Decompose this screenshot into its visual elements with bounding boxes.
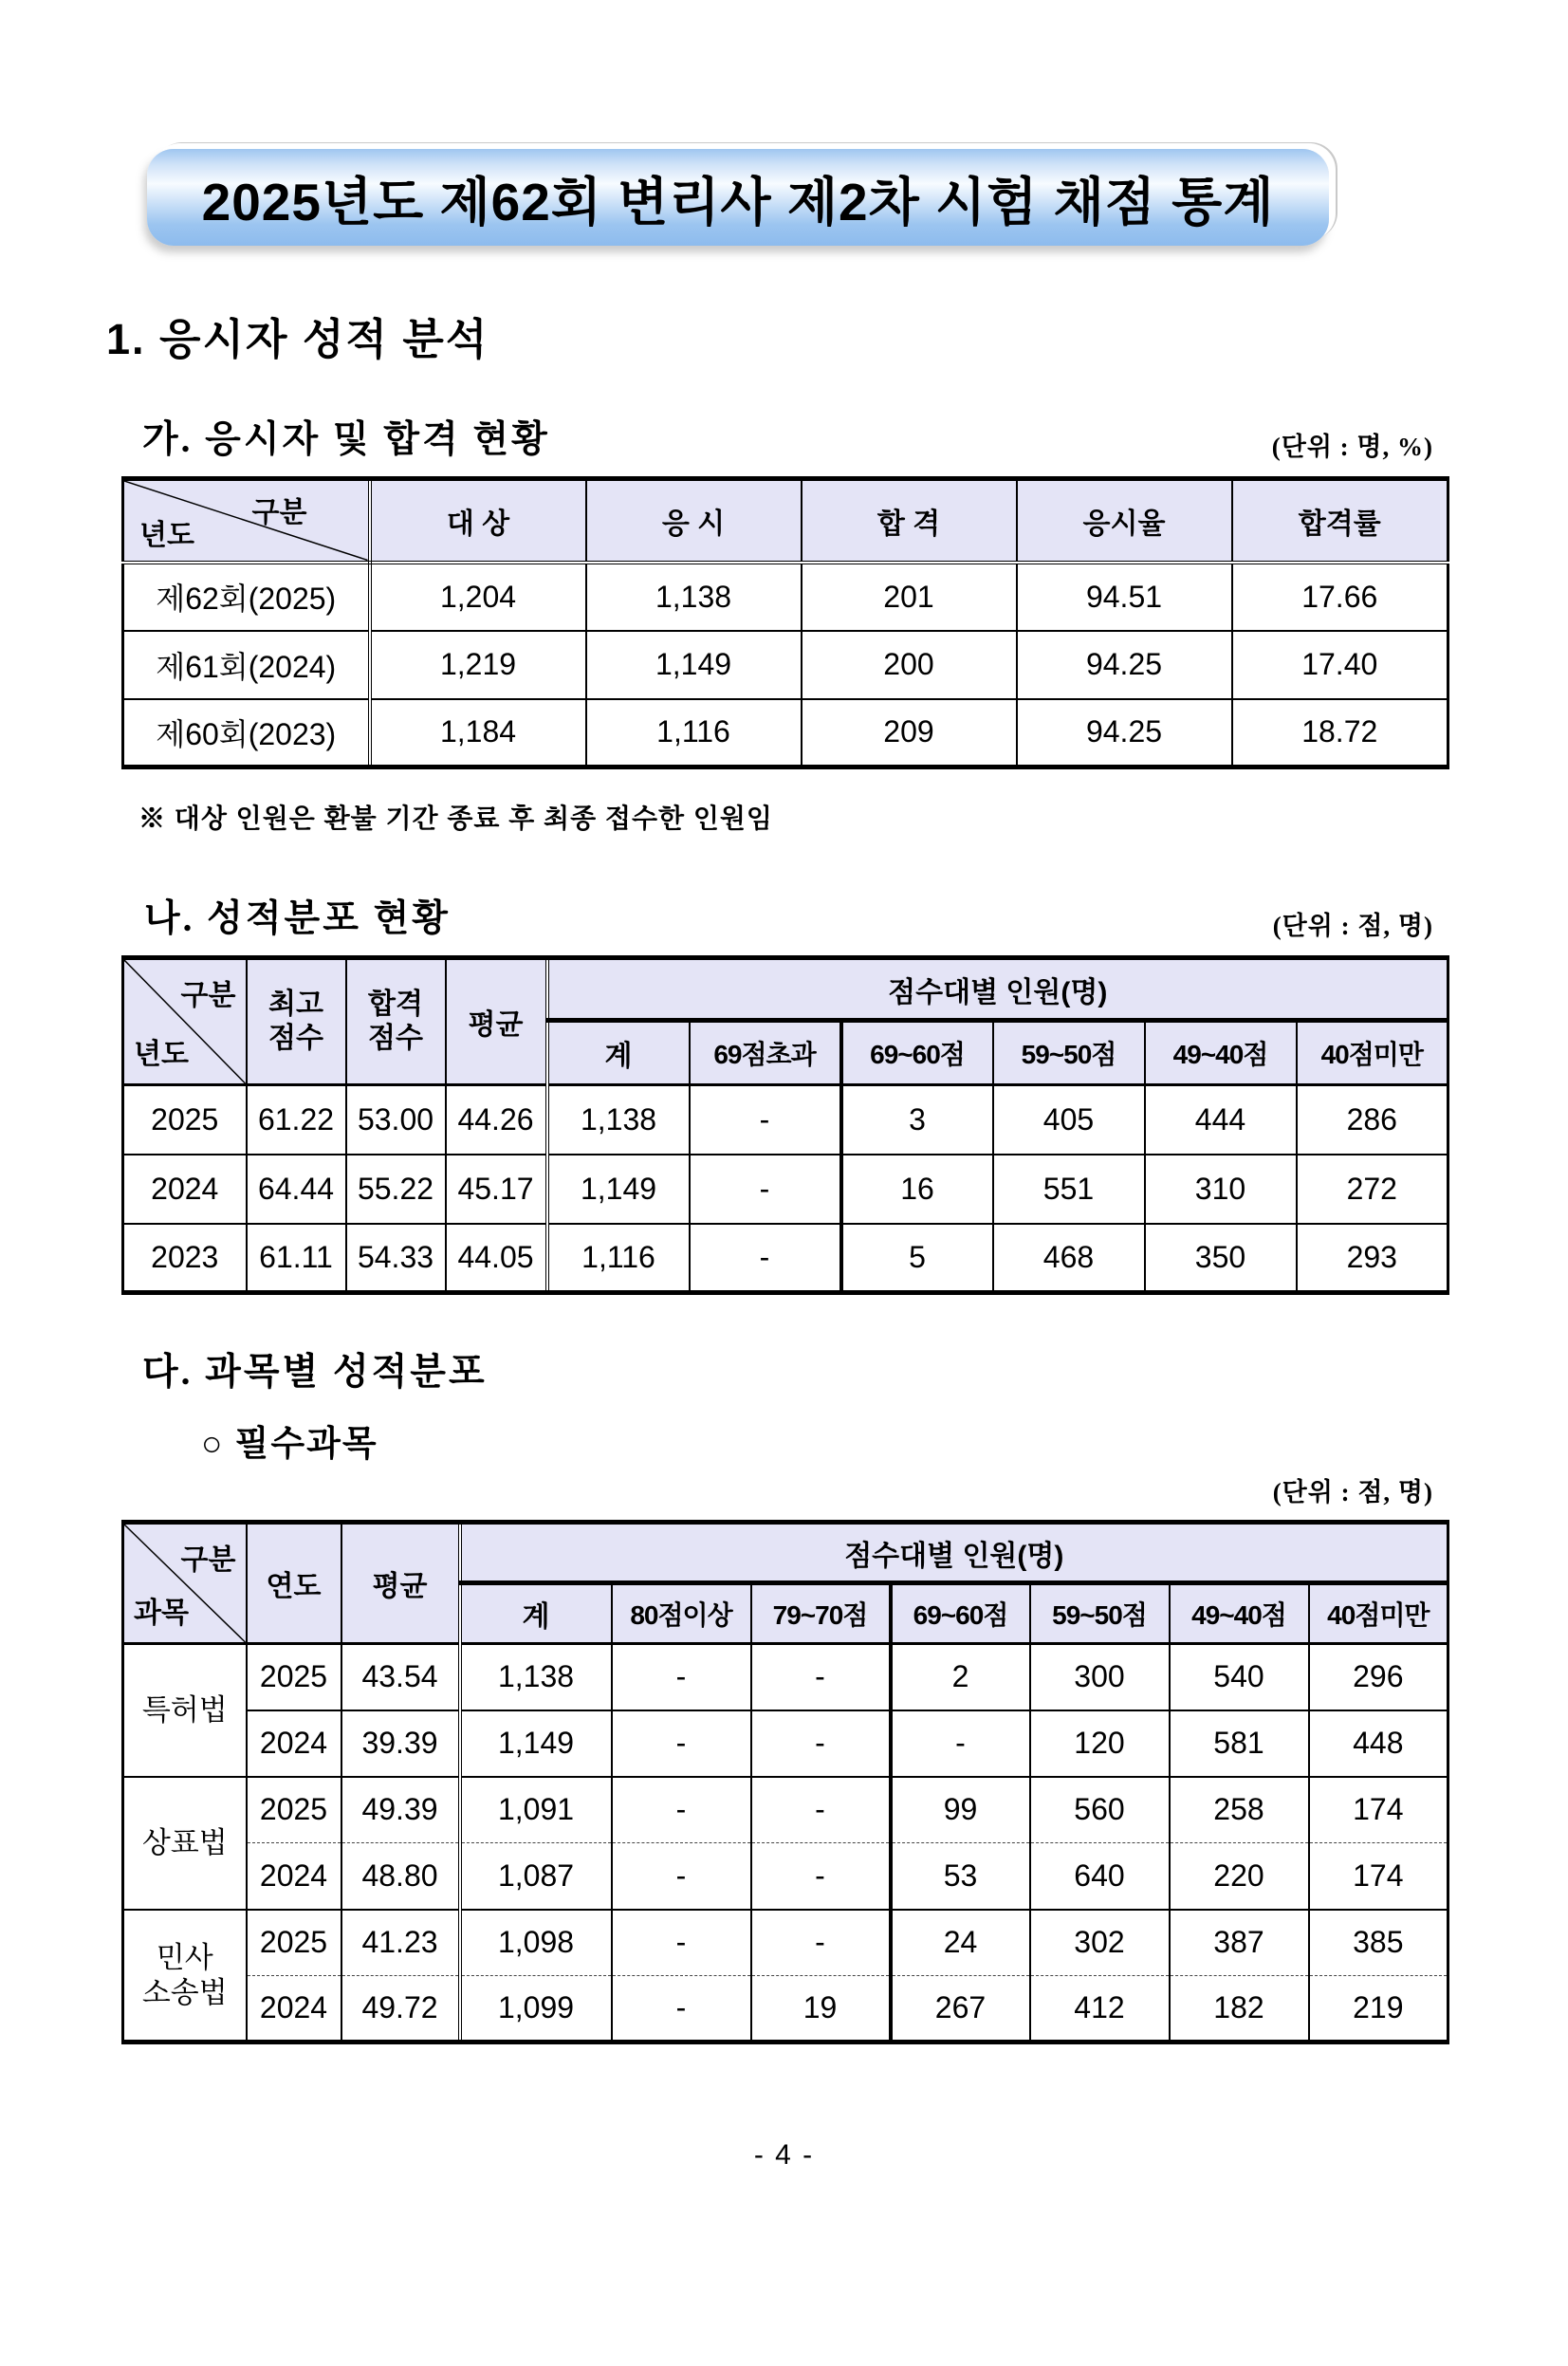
corner-cell [123, 479, 370, 563]
value-cell: 1,138 [547, 1085, 690, 1155]
table-row [123, 1155, 1448, 1224]
value-cell: 94.25 [1017, 699, 1232, 767]
value-cell: 448 [1309, 1710, 1448, 1777]
value-cell: 540 [1170, 1644, 1309, 1710]
value-cell: 19 [751, 1976, 891, 2043]
table-row [123, 699, 1448, 767]
value-cell: 174 [1309, 1843, 1448, 1910]
value-cell: 296 [1309, 1644, 1448, 1710]
value-cell: - [751, 1710, 891, 1777]
value-cell: 1,098 [460, 1910, 612, 1976]
avg-cell: 49.39 [341, 1777, 460, 1843]
col-header-passed: 합 격 [802, 479, 1017, 563]
value-cell: 1,149 [547, 1155, 690, 1224]
value-cell: 61.22 [247, 1085, 346, 1155]
page-title: 2025년도 제62회 변리사 제2차 시험 채점 통계 [201, 172, 1275, 231]
col-header-max-score: 최고 점수 [247, 958, 346, 1085]
subject-cell: 상표법 [123, 1777, 247, 1910]
value-cell: 444 [1145, 1085, 1297, 1155]
table-score-distribution [121, 955, 1449, 1295]
group-header-score-bands: 점수대별 인원(명) [460, 1523, 1448, 1583]
value-cell: 405 [993, 1085, 1145, 1155]
value-cell: - [751, 1777, 891, 1843]
subject-cell: 민사 소송법 [123, 1910, 247, 2043]
value-cell: 174 [1309, 1777, 1448, 1843]
value-cell: 258 [1170, 1777, 1309, 1843]
value-cell: 272 [1297, 1155, 1448, 1224]
value-cell: 350 [1145, 1224, 1297, 1293]
unit-label-da: (단위 : 점, 명) [1272, 1478, 1433, 1506]
value-cell: 1,138 [586, 563, 802, 631]
sub-col-header: 49~40점 [1145, 1021, 1297, 1085]
section-na-row [121, 889, 1447, 942]
value-cell: 18.72 [1232, 699, 1448, 767]
value-cell: 219 [1309, 1976, 1448, 2043]
value-cell: 64.44 [247, 1155, 346, 1224]
sub-col-header-total: 계 [460, 1583, 612, 1644]
col-header-pass-rate: 합격률 [1232, 479, 1448, 563]
value-cell: 1,184 [370, 699, 586, 767]
table-row [123, 563, 1448, 631]
group-header-score-bands: 점수대별 인원(명) [547, 958, 1448, 1021]
col-header-taken: 응 시 [586, 479, 802, 563]
title-banner [147, 149, 1329, 246]
value-cell: 55.22 [346, 1155, 446, 1224]
value-cell: 16 [841, 1155, 993, 1224]
value-cell: 385 [1309, 1910, 1448, 1976]
value-cell: 2 [891, 1644, 1030, 1710]
value-cell: - [751, 1644, 891, 1710]
corner-label-gubun: 구분 [251, 497, 307, 528]
table-row [123, 1710, 1448, 1777]
subject-cell: 특허법 [123, 1644, 247, 1777]
corner-label-year: 년도 [139, 519, 194, 551]
year-cell: 2025 [123, 1085, 247, 1155]
year-cell: 2024 [123, 1155, 247, 1224]
unit-row-da [0, 1471, 1447, 1508]
value-cell: 581 [1170, 1710, 1309, 1777]
sub-col-header: 59~50점 [1030, 1583, 1170, 1644]
table-subject-distribution [121, 1520, 1449, 2044]
value-cell: 24 [891, 1910, 1030, 1976]
value-cell: - [751, 1910, 891, 1976]
value-cell: 1,138 [460, 1644, 612, 1710]
avg-cell: 49.72 [341, 1976, 460, 2043]
value-cell: - [891, 1710, 1030, 1777]
value-cell: 120 [1030, 1710, 1170, 1777]
value-cell: 551 [993, 1155, 1145, 1224]
year-cell: 2024 [247, 1976, 341, 2043]
avg-cell: 43.54 [341, 1644, 460, 1710]
col-header-pass-score: 합격 점수 [346, 958, 446, 1085]
row-label: 제62회(2025) [123, 563, 370, 631]
avg-cell: 39.39 [341, 1710, 460, 1777]
value-cell: 1,149 [586, 631, 802, 699]
corner-label-year: 년도 [134, 1039, 189, 1070]
year-cell: 2025 [247, 1644, 341, 1710]
value-cell: 182 [1170, 1976, 1309, 2043]
value-cell: 94.25 [1017, 631, 1232, 699]
value-cell: - [612, 1710, 751, 1777]
corner-cell [123, 1523, 247, 1644]
value-cell: 17.40 [1232, 631, 1448, 699]
value-cell: 1,091 [460, 1777, 612, 1843]
section-na-heading: 나. 성적분포 현황 [144, 898, 451, 939]
col-header-average: 평균 [341, 1523, 460, 1644]
col-header-average: 평균 [446, 958, 547, 1085]
table-row [123, 631, 1448, 699]
value-cell: - [612, 1910, 751, 1976]
value-cell: 17.66 [1232, 563, 1448, 631]
value-cell: 1,099 [460, 1976, 612, 2043]
value-cell: 61.11 [247, 1224, 346, 1293]
value-cell: 201 [802, 563, 1017, 631]
corner-label-gubun: 구분 [180, 980, 236, 1011]
value-cell: 1,149 [460, 1710, 612, 1777]
value-cell: 209 [802, 699, 1017, 767]
value-cell: 412 [1030, 1976, 1170, 2043]
page-number: - 4 - [753, 2139, 815, 2171]
value-cell: 54.33 [346, 1224, 446, 1293]
table-row [123, 1085, 1448, 1155]
value-cell: 387 [1170, 1910, 1309, 1976]
value-cell: 267 [891, 1976, 1030, 2043]
corner-label-gubun: 구분 [180, 1544, 236, 1576]
row-label: 제61회(2024) [123, 631, 370, 699]
section-1-heading: 1. 응시자 성적 분석 [106, 315, 489, 363]
value-cell: - [612, 1843, 751, 1910]
section-da-heading: 다. 과목별 성적분포 [142, 1352, 488, 1393]
sub-col-header: 49~40점 [1170, 1583, 1309, 1644]
value-cell: - [751, 1843, 891, 1910]
table-applicants-pass [121, 476, 1449, 769]
value-cell: 1,204 [370, 563, 586, 631]
value-cell: 1,116 [547, 1224, 690, 1293]
table-row [123, 1976, 1448, 2043]
corner-label-subject: 과목 [134, 1598, 189, 1629]
sub-col-header: 40점미만 [1309, 1583, 1448, 1644]
value-cell: 200 [802, 631, 1017, 699]
table-row [123, 1224, 1448, 1293]
value-cell: 640 [1030, 1843, 1170, 1910]
value-cell: 286 [1297, 1085, 1448, 1155]
sub-col-header: 69~60점 [841, 1021, 993, 1085]
table-row [123, 1910, 1448, 1976]
section-ga-row [121, 410, 1447, 463]
value-cell: 45.17 [446, 1155, 547, 1224]
value-cell: - [612, 1976, 751, 2043]
value-cell: 1,116 [586, 699, 802, 767]
avg-cell: 41.23 [341, 1910, 460, 1976]
col-header-target: 대 상 [370, 479, 586, 563]
section-ga-heading: 가. 응시자 및 합격 현황 [142, 419, 550, 460]
value-cell: 293 [1297, 1224, 1448, 1293]
value-cell: 300 [1030, 1644, 1170, 1710]
value-cell: 99 [891, 1777, 1030, 1843]
value-cell: - [612, 1777, 751, 1843]
table-row [123, 1644, 1448, 1710]
sub-col-header: 40점미만 [1297, 1021, 1448, 1085]
value-cell: - [690, 1224, 841, 1293]
value-cell: 302 [1030, 1910, 1170, 1976]
row-label: 제60회(2023) [123, 699, 370, 767]
sub-col-header: 80점이상 [612, 1583, 751, 1644]
value-cell: - [612, 1644, 751, 1710]
value-cell: 53 [891, 1843, 1030, 1910]
value-cell: 220 [1170, 1843, 1309, 1910]
sub-col-header: 69점초과 [690, 1021, 841, 1085]
value-cell: 53.00 [346, 1085, 446, 1155]
value-cell: 468 [993, 1224, 1145, 1293]
value-cell: - [690, 1155, 841, 1224]
sub-col-header-total: 계 [547, 1021, 690, 1085]
year-cell: 2023 [123, 1224, 247, 1293]
avg-cell: 48.80 [341, 1843, 460, 1910]
corner-cell [123, 958, 247, 1085]
footnote: ※ 대상 인원은 환불 기간 종료 후 최종 접수한 인원임 [138, 804, 773, 833]
year-cell: 2024 [247, 1710, 341, 1777]
col-header-year: 연도 [247, 1523, 341, 1644]
sub-col-header: 59~50점 [993, 1021, 1145, 1085]
bullet-required-subjects: ○ 필수과목 [201, 1425, 378, 1464]
year-cell: 2025 [247, 1777, 341, 1843]
table-row [123, 1843, 1448, 1910]
value-cell: 3 [841, 1085, 993, 1155]
value-cell: 44.26 [446, 1085, 547, 1155]
table-row [123, 1777, 1448, 1843]
value-cell: 94.51 [1017, 563, 1232, 631]
value-cell: 5 [841, 1224, 993, 1293]
value-cell: 560 [1030, 1777, 1170, 1843]
value-cell: 310 [1145, 1155, 1297, 1224]
unit-label-na: (단위 : 점, 명) [1272, 912, 1433, 940]
value-cell: - [690, 1085, 841, 1155]
sub-col-header: 69~60점 [891, 1583, 1030, 1644]
year-cell: 2025 [247, 1910, 341, 1976]
unit-label-ga: (단위 : 명, %) [1271, 433, 1433, 461]
year-cell: 2024 [247, 1843, 341, 1910]
value-cell: 1,087 [460, 1843, 612, 1910]
col-header-take-rate: 응시율 [1017, 479, 1232, 563]
value-cell: 1,219 [370, 631, 586, 699]
value-cell: 44.05 [446, 1224, 547, 1293]
sub-col-header: 79~70점 [751, 1583, 891, 1644]
